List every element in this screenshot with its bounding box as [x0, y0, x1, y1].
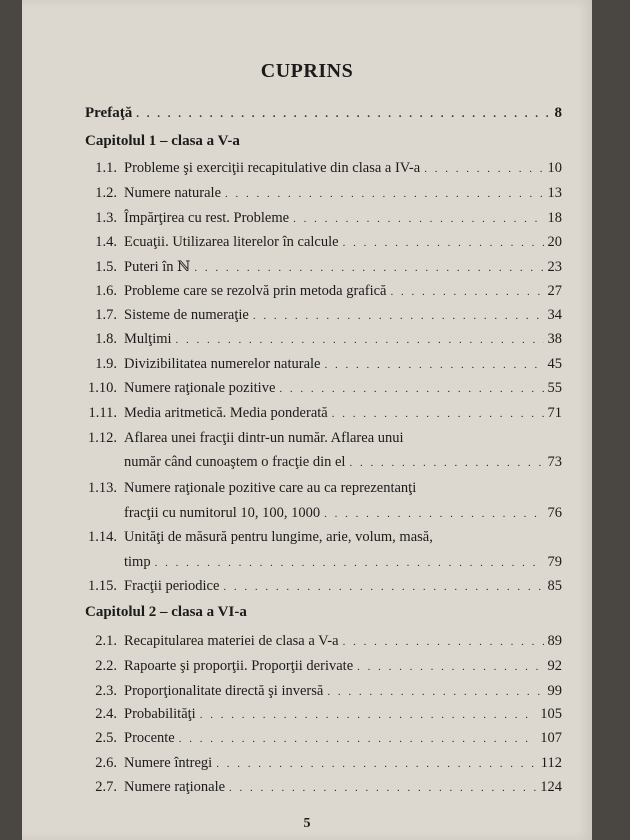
entry-title: Numere întregi — [124, 755, 213, 771]
entry-page-number: 112 — [540, 755, 562, 771]
entry-title: Numere raţionale pozitive — [124, 380, 276, 396]
entry-title: Media aritmetică. Media ponderată — [124, 405, 328, 421]
entry-title: Împărţirea cu rest. Probleme — [124, 210, 290, 226]
entry-page-number: 20 — [547, 234, 562, 250]
dot-leader — [155, 557, 544, 569]
entry-number: 1.4. — [95, 234, 117, 250]
chapter-heading — [85, 133, 562, 155]
dot-leader — [324, 508, 543, 520]
entry-title: Numere raţionale — [124, 779, 226, 795]
entry-page-number: 13 — [547, 185, 562, 201]
entry-number: 1.8. — [95, 331, 117, 347]
entry-page-number: 38 — [547, 331, 562, 347]
entry-page-number: 76 — [547, 505, 562, 521]
entry-number: 1.7. — [95, 307, 117, 323]
entry-page-number: 85 — [547, 578, 562, 594]
entry-title: Rapoarte şi proporţii. Proporţii derivate — [124, 658, 354, 674]
dot-leader — [343, 237, 544, 249]
toc-entry-continuation — [124, 454, 562, 476]
entry-title: Mulţimi — [124, 331, 172, 347]
entry-number: 1.15. — [88, 578, 117, 594]
entry-title: Capitolul 1 – clasa a V-a — [85, 133, 240, 149]
toc-entry — [82, 480, 562, 502]
entry-title: Numere raţionale pozitive care au ca reprezentanţi — [124, 480, 417, 496]
entry-number: 1.9. — [95, 356, 117, 372]
entry-page-number: 105 — [540, 706, 562, 722]
entry-title: Proporţionalitate directă şi inversă — [124, 683, 324, 699]
entry-number: 1.13. — [88, 480, 117, 496]
entry-number: 2.3. — [95, 683, 117, 699]
entry-title-continued: număr când cunoaştem o fracţie din el — [124, 454, 346, 470]
toc-entry — [82, 259, 562, 281]
dot-leader — [179, 733, 537, 745]
toc-entry — [85, 105, 562, 127]
entry-page-number: 10 — [547, 160, 562, 176]
entry-title: Prefaţă — [85, 105, 133, 121]
dot-leader — [253, 310, 544, 322]
entry-number: 2.1. — [95, 633, 117, 649]
toc-entry — [82, 755, 562, 777]
toc-entry — [82, 405, 562, 427]
entry-number: 2.6. — [95, 755, 117, 771]
dot-leader — [223, 581, 543, 593]
entry-page-number: 99 — [547, 683, 562, 699]
dot-leader — [176, 334, 544, 346]
toc-entry — [82, 779, 562, 801]
toc-entry — [82, 356, 562, 378]
toc-entry — [82, 331, 562, 353]
toc-entry — [82, 283, 562, 305]
entry-title: Probleme şi exerciţii recapitulative din clasa a IV-a — [124, 160, 421, 176]
entry-title: Procente — [124, 730, 175, 746]
entry-title-continued: timp — [124, 554, 151, 570]
entry-number: 2.7. — [95, 779, 117, 795]
entry-title: Ecuaţii. Utilizarea literelor în calcule — [124, 234, 339, 250]
chapter-heading — [85, 604, 562, 626]
entry-title: Numere naturale — [124, 185, 222, 201]
dot-leader — [357, 661, 543, 673]
toc-entry — [82, 578, 562, 600]
dot-leader — [216, 758, 537, 770]
toc-entry — [82, 185, 562, 207]
entry-number: 1.1. — [95, 160, 117, 176]
toc-entry — [82, 430, 562, 452]
dot-leader — [343, 636, 544, 648]
entry-number: 1.11. — [88, 405, 117, 421]
dot-leader — [293, 213, 543, 225]
toc-entry — [82, 210, 562, 232]
entry-number: 1.6. — [95, 283, 117, 299]
entry-page-number: 45 — [547, 356, 562, 372]
entry-page-number: 71 — [547, 405, 562, 421]
toc-entry-continuation — [124, 554, 562, 576]
entry-page-number: 89 — [547, 633, 562, 649]
entry-page-number: 79 — [547, 554, 562, 570]
entry-number: 2.4. — [95, 706, 117, 722]
page-title: CUPRINS — [260, 60, 354, 82]
dot-leader — [194, 262, 543, 274]
entry-number: 1.12. — [88, 430, 117, 446]
toc-entry — [82, 234, 562, 256]
toc-entry — [82, 633, 562, 655]
entry-number: 2.5. — [95, 730, 117, 746]
entry-page-number: 55 — [547, 380, 562, 396]
dot-leader — [332, 408, 544, 420]
entry-page-number: 34 — [547, 307, 562, 323]
dot-leader — [229, 782, 536, 794]
toc-entry — [82, 160, 562, 182]
entry-title: Recapitularea materiei de clasa a V-a — [124, 633, 339, 649]
entry-title: Sisteme de numeraţie — [124, 307, 249, 323]
page-number: 5 — [303, 816, 311, 831]
dot-leader — [136, 108, 550, 120]
entry-number: 2.2. — [95, 658, 117, 674]
entry-number: 1.5. — [95, 259, 117, 275]
entry-page-number: 8 — [554, 105, 562, 121]
entry-title: Fracţii periodice — [124, 578, 220, 594]
entry-page-number: 23 — [547, 259, 562, 275]
entry-page-number: 124 — [540, 779, 562, 795]
dot-leader — [349, 457, 543, 469]
toc-entry — [82, 380, 562, 402]
entry-title: Probabilităţi — [124, 706, 196, 722]
entry-number: 1.14. — [88, 529, 117, 545]
toc-entry — [82, 706, 562, 728]
toc-entry — [82, 658, 562, 680]
entry-page-number: 27 — [547, 283, 562, 299]
entry-number: 1.2. — [95, 185, 117, 201]
entry-number: 1.3. — [95, 210, 117, 226]
entry-title: Unităţi de măsură pentru lungime, arie, volum, masă, — [124, 529, 433, 545]
dot-leader — [225, 188, 543, 200]
toc-entry — [82, 683, 562, 705]
entry-page-number: 107 — [540, 730, 562, 746]
toc-entry — [82, 730, 562, 752]
dot-leader — [200, 709, 537, 721]
entry-title: Puteri în ℕ — [124, 259, 191, 275]
entry-title: Aflarea unei fracţii dintr-un număr. Aflarea unui — [124, 430, 404, 446]
entry-page-number: 73 — [547, 454, 562, 470]
toc-entry — [82, 307, 562, 329]
entry-page-number: 92 — [547, 658, 562, 674]
dot-leader — [327, 686, 543, 698]
dot-leader — [279, 383, 543, 395]
dot-leader — [390, 286, 543, 298]
dot-leader — [324, 359, 543, 371]
entry-title: Divizibilitatea numerelor naturale — [124, 356, 321, 372]
entry-title: Probleme care se rezolvă prin metoda grafică — [124, 283, 387, 299]
entry-title-continued: fracţii cu numitorul 10, 100, 1000 — [124, 505, 321, 521]
toc-entry-continuation — [124, 505, 562, 527]
entry-number: 1.10. — [88, 380, 117, 396]
toc-entry — [82, 529, 562, 551]
book-page — [22, 0, 592, 840]
entry-page-number: 18 — [547, 210, 562, 226]
entry-title: Capitolul 2 – clasa a VI-a — [85, 604, 247, 620]
dot-leader — [424, 163, 543, 175]
